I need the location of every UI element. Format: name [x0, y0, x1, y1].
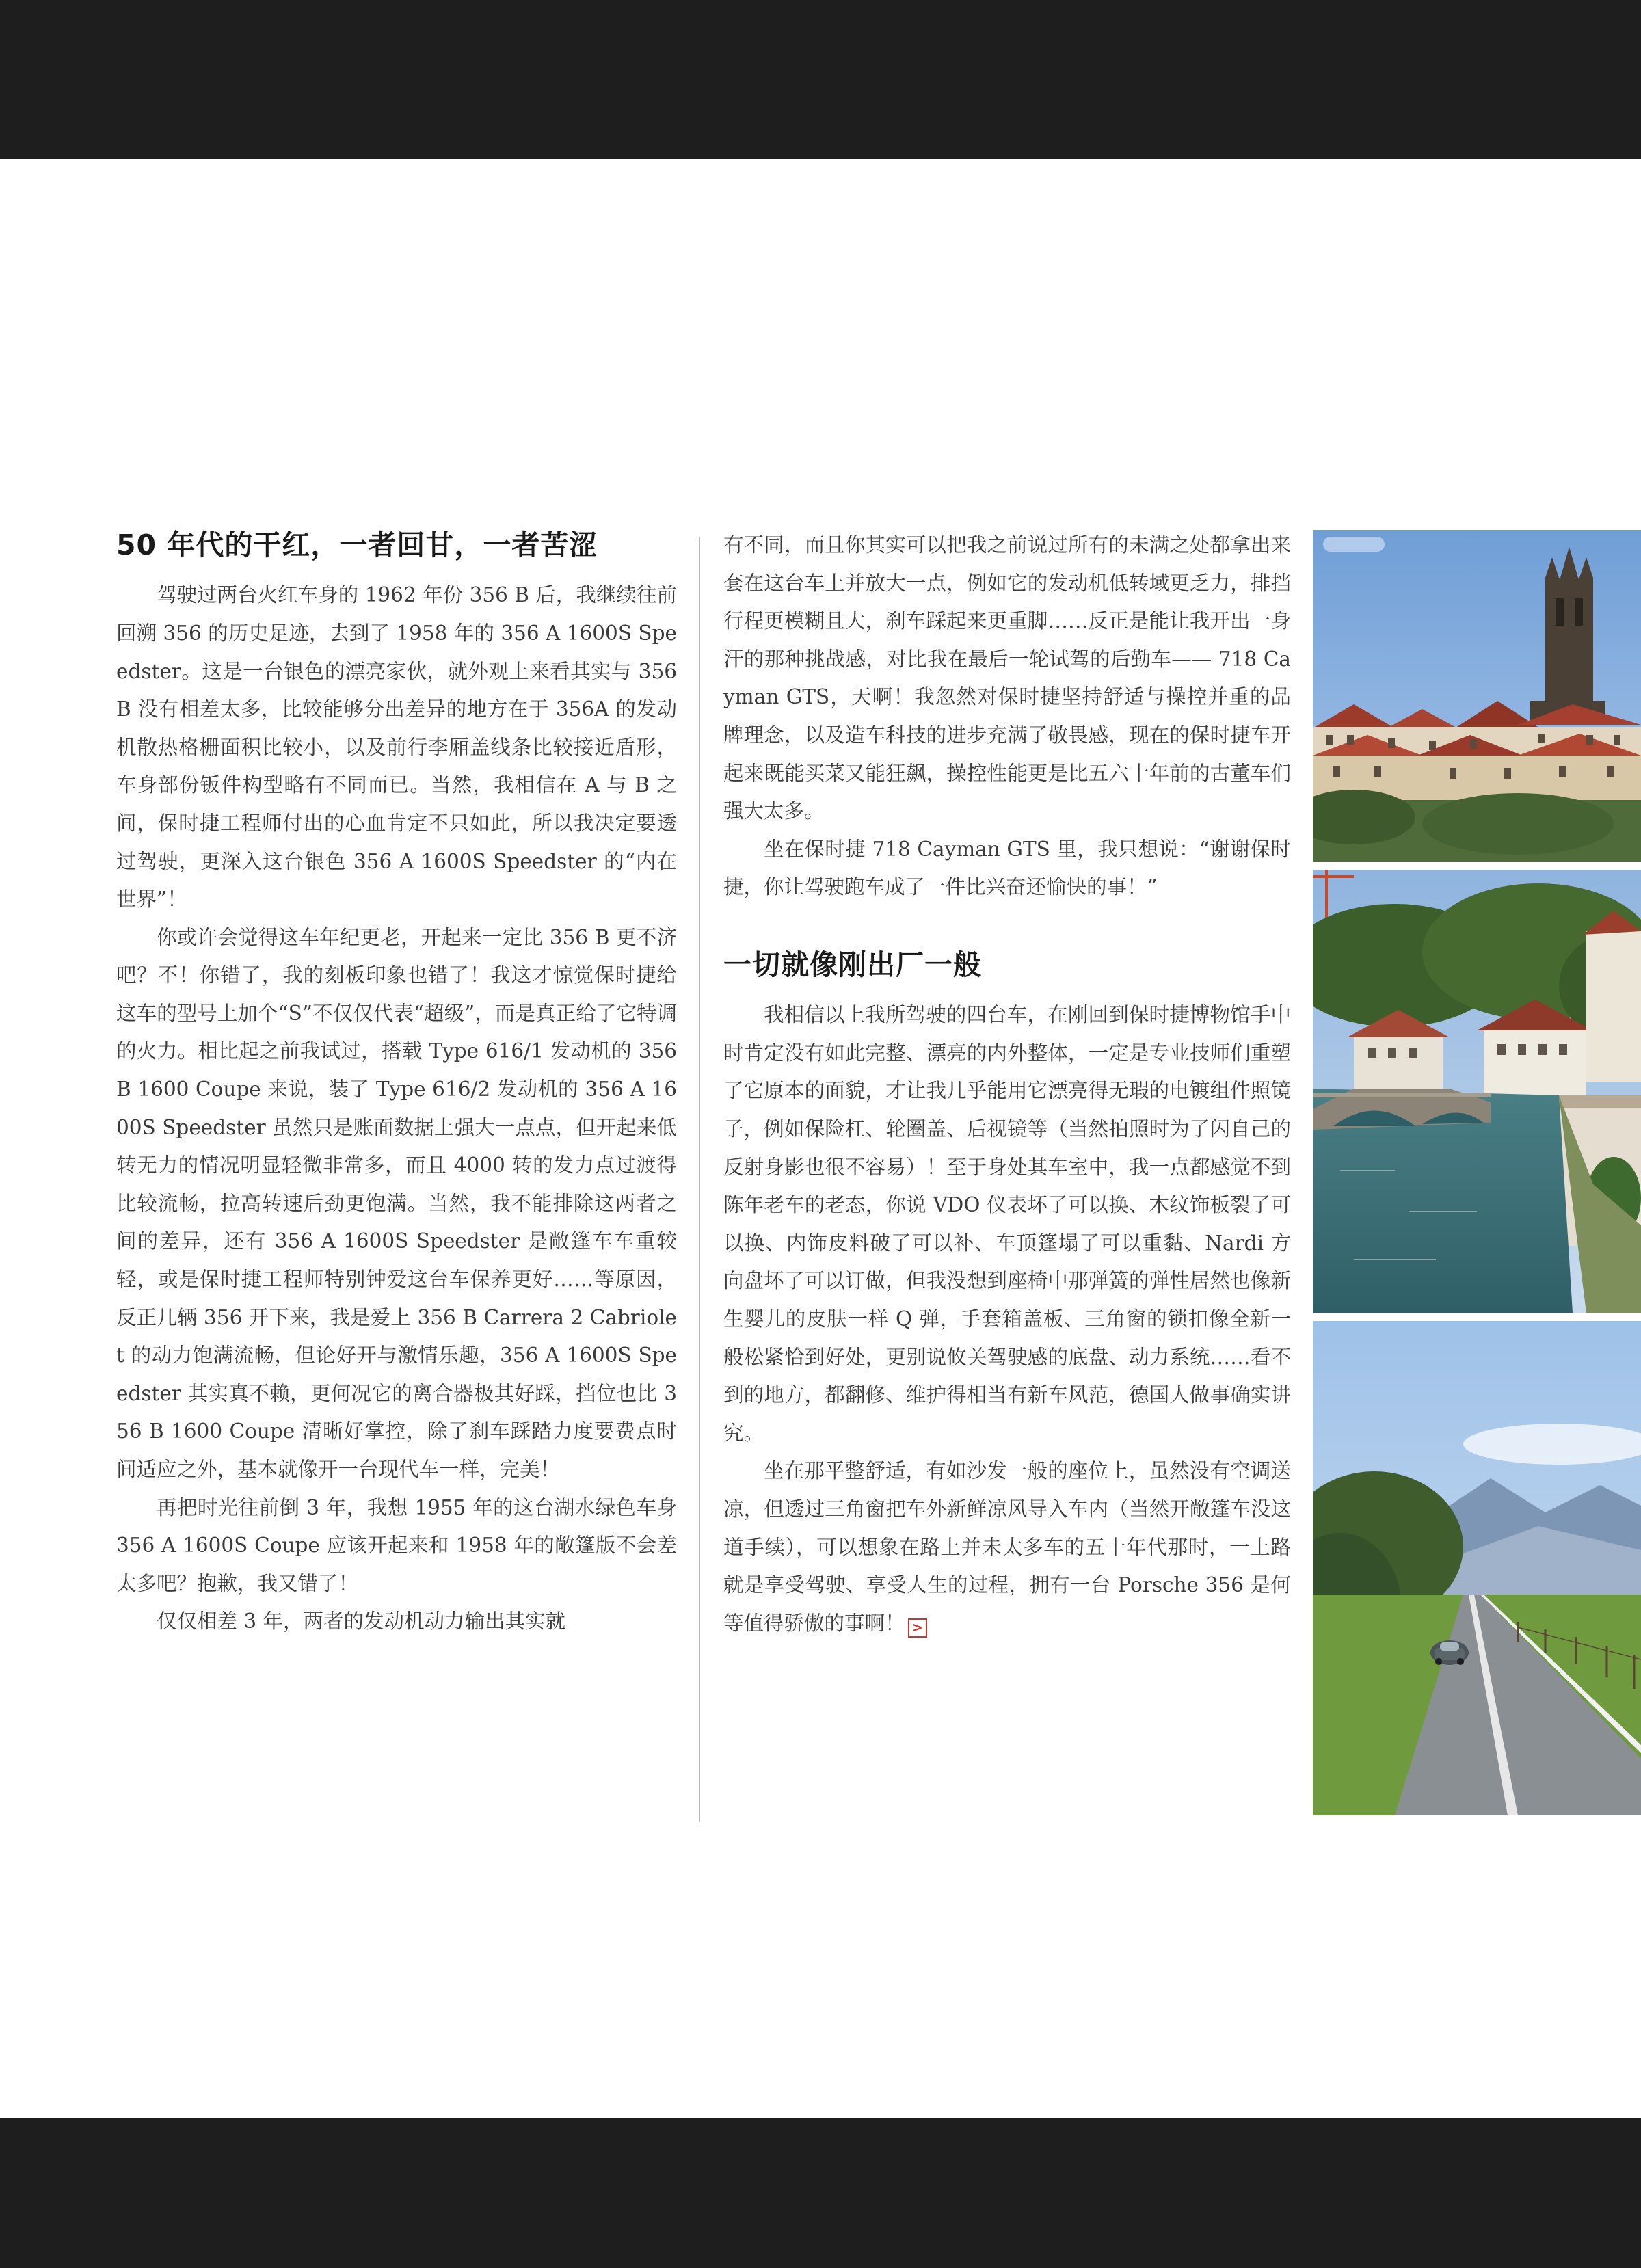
- paragraph: 仅仅相差 3 年，两者的发动机动力输出其实就: [157, 1610, 566, 1633]
- section-heading-like-new: 一切就像刚出厂一般: [723, 948, 982, 981]
- bottom-dark-band: [0, 2118, 1641, 2268]
- end-mark-icon: >: [908, 1618, 927, 1638]
- paragraph-final: [723, 1452, 1291, 1642]
- paragraph-continuation: 有不同，而且你其实可以把我之前说过所有的未满之处都拿出来套在这台车上并放大一点，例如它的发动机低转域更乏力，排挡行程更模糊且大，刹车踩起来更重脚……反正是能让我开出一身汗的那种挑战感，对比我在最后一轮试驾的后勤车—— 718 Cayman GTS，天啊！我忽然对保时捷坚持舒适与操控并重的品牌理念，以及造车科技的进步充满了敬畏感，现在的保时捷车开起来既能买菜又能狂飙，操控性能更是比五六十年前的古董车们强大太多。: [723, 533, 1291, 823]
- section-heading-50s: 50 年代的干红，一者回甘，一者苦涩: [116, 529, 598, 561]
- right-text-column: [723, 526, 1291, 1642]
- photo-strip: [1313, 530, 1641, 1815]
- paragraph: 我相信以上我所驾驶的四台车，在刚回到保时捷博物馆手中时肯定没有如此完整、漂亮的内外整体，一定是专业技师们重塑了它原本的面貌，才让我几乎能用它漂亮得无瑕的电镀组件照镜子，例如保险杠、轮圈盖、后视镜等（当然拍照时为了闪自己的反射身影也很不容易）！至于身处其车室中，我一点都感觉不到陈年老车的老态，你说 VDO 仪表坏了可以换、木纹饰板裂了可以换、内饰皮料破了可以补、车顶篷塌了可以重黏、Nardi 方向盘坏了可以订做，但我没想到座椅中那弹簧的弹性居然也像新生婴儿的皮肤一样 Q 弹，手套箱盖板、三角窗的锁扣像全新一般松紧恰到好处，更别说攸关驾驶感的底盘、动力系统……看不到的地方，都翻修、维护得相当有新车风范，德国人做事确实讲究。: [723, 1003, 1291, 1445]
- paragraph: 驾驶过两台火红车身的 1962 年份 356 B 后，我继续往前回溯 356 的历史足迹，去到了 1958 年的 356 A 1600S Speedster。这是一台银色的漂亮家伙，就外观上来看其实与 356 B 没有相差太多，比较能够分出差异的地方在于 356A 的发动机散热格栅面积比较小，以及前行李厢盖线条比较接近盾形，车身部份钣件构型略有不同而已。当然，我相信在 A 与 B 之间，保时捷工程师付出的心血肯定不只如此，所以我决定要透过驾驶，更深入这台银色 356 A 1600S Speedster 的“内在世界”！: [116, 583, 677, 911]
- photo-old-town-cathedral: [1313, 530, 1641, 862]
- paragraph: 再把时光往前倒 3 年，我想 1955 年的这台湖水绿色车身 356 A 1600S Coupe 应该开起来和 1958 年的敞篷版不会差太多吧？抱歉，我又错了！: [116, 1495, 677, 1595]
- quote-paragraph: 坐在保时捷 718 Cayman GTS 里，我只想说：“谢谢保时捷，你让驾驶跑车成了一件比兴奋还愉快的事！”: [723, 837, 1291, 899]
- photo-country-road-car: [1313, 1321, 1641, 1815]
- top-dark-band: [0, 0, 1641, 159]
- paragraph-text: 坐在那平整舒适，有如沙发一般的座位上，虽然没有空调送凉，但透过三角窗把车外新鲜凉风导入车内（当然开敞篷车没这道手续），可以想象在路上并未太多车的五十年代那时，一上路就是享受驾驶、享受人生的过程，拥有一台 Porsche 356 是何等值得骄傲的事啊！: [723, 1459, 1291, 1635]
- column-divider: [699, 537, 700, 1822]
- paragraph: 你或许会觉得这车年纪更老，开起来一定比 356 B 更不济吧？不！你错了，我的刻板印象也错了！我这才惊觉保时捷给这车的型号上加个“S”不仅仅代表“超级”，而是真正给了它特调的火力。相比起之前我试过，搭载 Type 616/1 发动机的 356 B 1600 Coupe 来说，装了 Type 616/2 发动机的 356 A 1600S Speedster 虽然只是账面数据上强大一点点，但开起来低转无力的情况明显轻微非常多，而且 4000 转的发力点过渡得比较流畅，拉高转速后劲更饱满。当然，我不能排除这两者之间的差异，还有 356 A 1600S Speedster 是敞篷车车重较轻，或是保时捷工程师特别钟爱这台车保养更好……等原因，反正几辆 356 开下来，我是爱上 356 B Carrera 2 Cabriolet 的动力饱满流畅，但论好开与激情乐趣，356 A 1600S Speedster 其实真不赖，更何况它的离合器极其好踩，挡位也比 356 B 1600 Coupe 清晰好掌控，除了刹车踩踏力度要费点时间适应之外，基本就像开一台现代车一样，完美！: [116, 925, 677, 1481]
- photo-river-bridge: [1313, 870, 1641, 1313]
- left-text-column: [116, 526, 677, 1641]
